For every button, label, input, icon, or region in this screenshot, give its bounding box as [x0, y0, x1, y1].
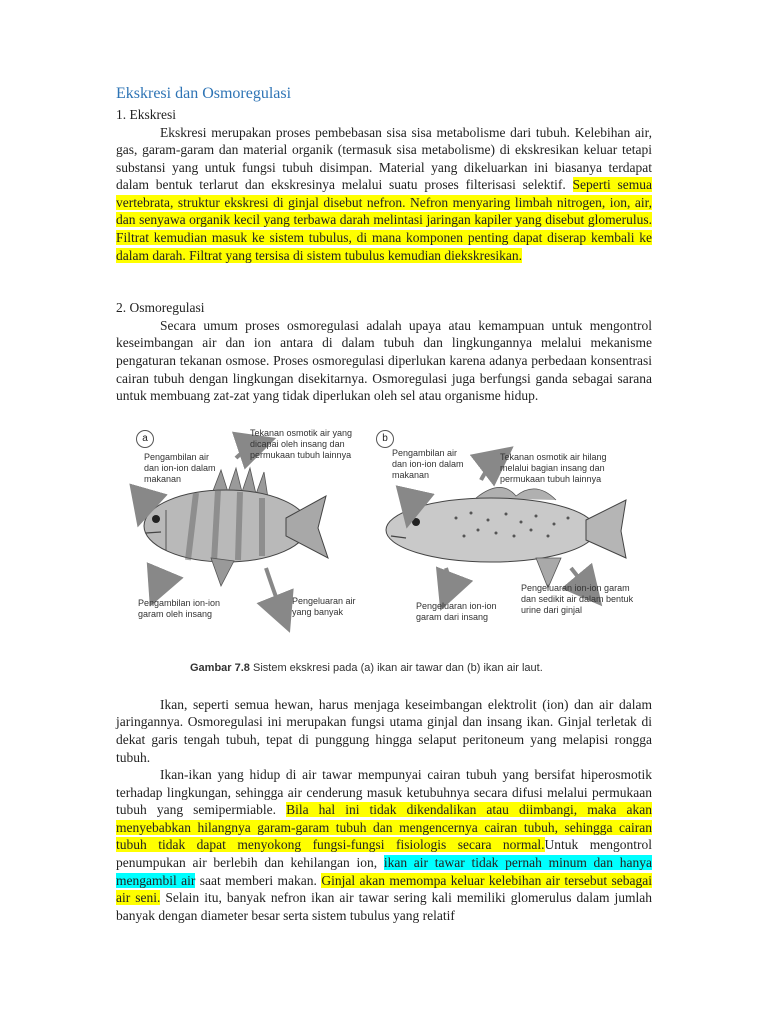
text-highlight-yellow: Bila hal ini tidak dikendalikan atau diimbangi, maka akan menyebabkan hilangnya garam-garam tubuh dan mengencernya cairan tubuh, sehingga cairan tubuh tidak dapat menyokong fungsi-fungsi fisiologis secara normal.: [116, 802, 652, 853]
text-highlight-yellow: Ginjal akan memompa keluar kelebihan air tersebut sebagai air seni.: [116, 872, 653, 906]
text-plain: Selain itu, banyak nefron ikan air tawar sering kali memiliki glomerulus dalam jumlah banyak dengan diameter besar serta sistem tubulus yang relatif: [116, 890, 652, 923]
text-highlight-yellow: Seperti semua vertebrata, struktur ekskresi di ginjal disebut nefron. Nefron menyaring limbah nitrogen, ion, air, dan senyawa organik kecil yang terbawa darah melintasi jaringan kapiler yang disebut glomerulus. Filtrat kemudian masuk ke sistem tubulus, di mana komponen penting dapat diserap kembali ke dalam darah. Filtrat yang tersisa di sistem tubulus kemudian diekskresikan.: [116, 177, 653, 263]
label-a-osmotic: Tekanan osmotik air yang dicapai oleh insang dan permukaan tubuh lainnya: [250, 427, 353, 460]
document-title: Ekskresi dan Osmoregulasi: [116, 85, 292, 102]
section-heading-ekskresi: 1. Ekskresi: [116, 107, 176, 122]
figure-fish-excretion: [116, 418, 652, 688]
figure-caption: [190, 662, 543, 674]
paragraph-ikan-2: [116, 766, 652, 924]
caption-number: Gambar 7.8: [190, 661, 250, 674]
label-b-osmotic: Tekanan osmotik air hilang melalui bagian insang dan permukaan tubuh lainnya: [500, 451, 607, 484]
saltwater-fish: [386, 487, 626, 588]
text-plain: saat memberi makan.: [199, 872, 317, 888]
freshwater-fish: [144, 468, 328, 586]
label-a-output: Pengeluaran air yang banyak: [292, 595, 356, 617]
label-b-salt-out: Pengeluaran ion-ion garam dan sedikit air dalam bentuk urine dari ginjal: [521, 582, 634, 615]
label-b-ion-out: Pengeluaran ion-ion garam dari insang: [416, 600, 497, 622]
paragraph-ekskresi: [116, 124, 652, 265]
caption-text: Sistem ekskresi pada (a) ikan air tawar dan (b) ikan air laut.: [252, 661, 543, 674]
paragraph-osmoregulasi: Secara umum proses osmoregulasi adalah upaya atau kemampuan untuk mengontrol keseimbangan air dan ion antara di dalam tubuh dan lingkungannya melalui mekanisme pengaturan tekanan osmose. Proses osmoregulasi diperlukan karena adanya perbedaan konsentrasi cairan tubuh dengan lingkungan disekitarnya. Osmoregulasi juga berfungsi ganda sebagai sarana untuk membuang zat-zat yang tidak diperlukan oleh sel atau organisme hidup.: [116, 317, 652, 404]
label-a-intake: Pengambilan air dan ion-ion dalam makanan: [144, 451, 216, 484]
label-a-salt: Pengambilan ion-ion garam oleh insang: [138, 597, 221, 619]
text-plain: Ekskresi merupakan proses pembebasan sisa sisa metabolisme dari tubuh. Kelebihan air, gas, garam-garam dan material organik (termasuk sisa metabolisme) di ekskresikan keluar tetapi substansi yang untuk fungsi tubuh disimpan. Material yang dikeluarkan ini biasanya terdapat dalam bentuk terlarut dan ekskresinya melalui suatu proses filterisasi selektif.: [116, 124, 652, 193]
text-plain: Untuk mengontrol penumpukan air berlebih dan kehilangan ion,: [116, 837, 652, 871]
figure-label-a: a: [136, 430, 154, 448]
text-plain: Ikan-ikan yang hidup di air tawar mempunyai cairan tubuh yang bersifat hiperosmotik terhadap lingkungan, sehingga air cenderung masuk ketubuhnya secara difusi melalui permukaan tubuh yang semipermiable.: [116, 767, 652, 818]
figure-label-b: b: [376, 430, 394, 448]
document-page: [116, 84, 652, 924]
label-b-intake: Pengambilan air dan ion-ion dalam makanan: [392, 447, 464, 480]
text-highlight-cyan: ikan air tawar tidak pernah minum dan hanya mengambil air: [116, 855, 652, 888]
section-heading-osmoregulasi: 2. Osmoregulasi: [116, 300, 205, 316]
paragraph-ikan-1: Ikan, seperti semua hewan, harus menjaga keseimbangan elektrolit (ion) dan air dalam jaringannya. Osmoregulasi ini merupakan fungsi utama ginjal dan insang ikan. Ginjal terletak di dekat garis tengah tubuh, tepat di punggung hingga selaput peritoneum yang melapisi rongga tubuh.: [116, 696, 652, 765]
